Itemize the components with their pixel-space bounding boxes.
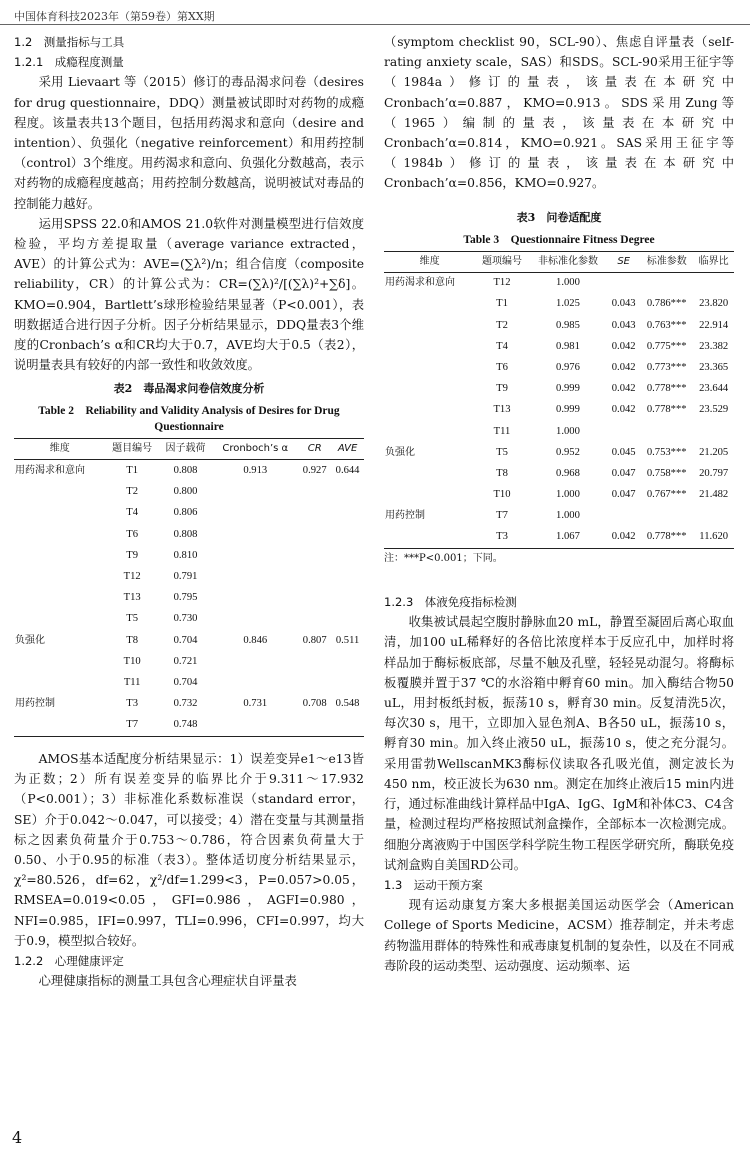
se-cell: 0.042 <box>611 404 636 416</box>
table3-header: 题项编号 <box>481 255 522 267</box>
paragraph-ddq-intro: 采用 Lievaart 等（2015）修订的毒品渴求问卷（desires for drug questionnaire，DDQ）测量被试即时对药物的成瘾程度。该量表共13个题目，包括用药渴求和意向（desire and intention）、负强化（negative reinforcement）和用药控制（control）3个维度。用药渴求和意向、负强化分数越高，表示对药物的成瘾程度越高；用药控制分数越高，说明被试对毒品的控制能力越好。 <box>14 75 364 211</box>
table2-body <box>14 460 364 736</box>
factor-loading-cell: 0.704 <box>173 634 198 646</box>
table3-note: 注：***P<0.001；下同。 <box>384 553 503 565</box>
table3-header: 标准参数 <box>646 255 687 267</box>
factor-loading-cell: 0.808 <box>173 465 198 477</box>
se-cell: 0.042 <box>611 531 636 543</box>
unstd-param-cell: 0.999 <box>556 383 580 395</box>
running-header: 中国体育科技2023年（第59卷）第XX期 <box>14 10 215 23</box>
std-param-cell: 0.773*** <box>646 361 687 373</box>
se-cell: 0.042 <box>611 340 636 352</box>
critical-ratio-cell: 20.797 <box>699 467 729 479</box>
se-cell: 0.047 <box>611 467 636 479</box>
item-id-cell: T4 <box>126 507 139 519</box>
se-cell <box>607 421 640 442</box>
paragraph-mental-health: 心理健康指标的测量工具包含心理症状自评量表 <box>38 974 297 989</box>
item-id-cell: T10 <box>493 489 511 501</box>
unstd-param-cell: 1.000 <box>556 510 580 522</box>
critical-ratio-cell: 21.205 <box>699 446 729 458</box>
heading-1-2: 1.2 测量指标与工具 <box>14 35 125 49</box>
table2-title-cn: 表2 毒品渴求问卷信效度分析 <box>113 382 265 396</box>
critical-ratio-cell: 23.644 <box>699 383 729 395</box>
item-id-cell: T5 <box>126 613 139 625</box>
unstd-param-cell: 1.025 <box>556 298 580 310</box>
table-row <box>384 272 734 294</box>
factor-loading-cell: 0.795 <box>173 592 198 604</box>
item-id-cell: T13 <box>493 404 511 416</box>
item-id-cell: T13 <box>123 592 141 604</box>
critical-ratio-cell: 22.914 <box>699 319 729 331</box>
paragraph-scales: （symptom checklist 90，SCL-90）、焦虑自评量表（self-rating anxiety scale，SAS）和SDS。SCL-90采用王征宇等（1984a）修订的量表，该量表在本研究中Cronbach’α=0.887，KMO=0.913。SDS采用Zung等（1965）编制的量表，该量表在本研究中Cronbach’α=0.814，KMO=0.921。SAS采用王征宇等（1984b）修订的量表，该量表在本研究中Cronbach’α=0.856，KMO=0.927。 <box>384 35 734 191</box>
cr-cell: 0.807 <box>302 634 327 646</box>
table-row <box>14 588 364 609</box>
dimension-cell: 用药控制 <box>385 510 425 522</box>
cr-cell: 0.927 <box>302 465 327 477</box>
factor-loading-cell: 0.791 <box>173 570 198 582</box>
unstd-param-cell: 1.067 <box>556 531 580 543</box>
table3-header: 非标准化参数 <box>537 255 598 267</box>
se-cell: 0.042 <box>611 361 636 373</box>
critical-ratio-cell: 23.382 <box>699 340 729 352</box>
item-id-cell: T1 <box>126 465 139 477</box>
table2-header: 题目编号 <box>112 443 153 455</box>
paragraph-exercise-plan: 现有运动康复方案大多根据美国运动医学会（American College of Sports Medicine，ACSM）推荐制定，并未考虑药物滥用群体的特殊性和戒毒康复机制的复杂性，以及在不同戒毒阶段的运动类型、运动强度、运动频率、运 <box>384 898 734 973</box>
item-id-cell: T8 <box>496 467 508 479</box>
factor-loading-cell: 0.806 <box>173 507 198 519</box>
critical-ratio-cell: 23.820 <box>699 298 729 310</box>
table2-header: 维度 <box>49 443 70 455</box>
factor-loading-cell: 0.810 <box>173 549 198 561</box>
item-id-cell: T2 <box>496 319 508 331</box>
critical-ratio-cell <box>693 421 734 442</box>
table3-body <box>384 272 734 548</box>
item-id-cell: T9 <box>126 549 139 561</box>
std-param-cell <box>640 272 693 294</box>
item-id-cell: T1 <box>496 298 508 310</box>
factor-loading-cell: 0.721 <box>173 655 198 667</box>
std-param-cell: 0.763*** <box>646 319 687 331</box>
std-param-cell: 0.753*** <box>646 446 687 458</box>
table-row <box>14 694 364 715</box>
std-param-cell: 0.758*** <box>646 467 687 479</box>
std-param-cell <box>640 506 693 527</box>
table2-header: Cronboch’s α <box>222 443 289 455</box>
dimension-cell: 负强化 <box>15 634 45 646</box>
table2-header: 因子载荷 <box>165 443 206 455</box>
table2-title-en: Table 2 Reliability and Validity Analysis of Desires for Drug Questionnaire <box>38 405 340 434</box>
header-rule <box>0 24 750 25</box>
dimension-cell: 用药控制 <box>15 698 55 710</box>
ave-cell: 0.511 <box>335 634 360 646</box>
dimension-cell: 用药渴求和意向 <box>15 465 85 477</box>
unstd-param-cell: 0.968 <box>556 467 580 479</box>
heading-1-2-1: 1.2.1 成瘾程度测量 <box>14 55 124 70</box>
ave-cell: 0.644 <box>335 465 360 477</box>
item-id-cell: T6 <box>126 528 139 540</box>
table3 <box>384 251 734 549</box>
unstd-param-cell: 0.999 <box>556 404 580 416</box>
table2-header: AVE <box>337 443 358 455</box>
heading-1-3: 1.3 运动干预方案 <box>384 877 483 892</box>
alpha-cell: 0.846 <box>243 634 268 646</box>
item-id-cell: T3 <box>496 531 508 543</box>
unstd-param-cell: 0.976 <box>556 361 580 373</box>
item-id-cell: T12 <box>493 277 511 289</box>
table3-header: SE <box>617 255 630 267</box>
table3-header: 维度 <box>419 255 440 267</box>
alpha-cell: 0.731 <box>243 698 268 710</box>
table-row <box>384 506 734 527</box>
se-cell: 0.047 <box>611 489 636 501</box>
item-id-cell: T10 <box>123 655 141 667</box>
unstd-param-cell: 1.000 <box>556 425 580 437</box>
item-id-cell: T7 <box>126 719 139 731</box>
table3-title-en: Table 3 Questionnaire Fitness Degree <box>463 233 655 246</box>
item-id-cell: T3 <box>126 698 139 710</box>
cr-cell: 0.708 <box>302 698 327 710</box>
table2-header: CR <box>307 443 322 455</box>
critical-ratio-cell <box>693 506 734 527</box>
factor-loading-cell: 0.808 <box>173 528 198 540</box>
se-cell: 0.042 <box>611 383 636 395</box>
se-cell: 0.043 <box>611 298 636 310</box>
table-row <box>14 460 364 482</box>
paragraph-amos-fit: AMOS基本适配度分析结果显示：1）误差变异e1～e13皆为正数；2）所有误差变异的临界比介于9.311～17.932（P<0.001）；3）非标准化系数标准误（standard error，SE）介于0.042～0.047，可以接受；4）潜在变量与其测量指标之因素负荷量介于0.753～0.786，符合因素负荷量大于0.50、小于0.95的标准（表3）。整体适切度分析结果显示，χ²=80.526，df=62，χ²/df=1.299<3，P=0.057>0.05，RMSEA=0.019<0.05，GFI=0.986，AGFI=0.980，NFI=0.985，IFI=0.997，TLI=0.996，CFI=0.997，均大于0.9，模型拟合较好。 <box>14 751 364 948</box>
page-number: 4 <box>12 1128 23 1147</box>
table3-header: 临界比 <box>698 255 729 267</box>
dimension-cell: 负强化 <box>385 446 415 458</box>
factor-loading-cell: 0.730 <box>173 613 198 625</box>
item-id-cell: T12 <box>123 570 141 582</box>
std-param-cell: 0.767*** <box>646 489 687 501</box>
ave-cell: 0.548 <box>335 698 360 710</box>
std-param-cell: 0.778*** <box>646 404 687 416</box>
heading-1-2-2: 1.2.2 心理健康评定 <box>14 953 124 968</box>
table2 <box>14 438 364 736</box>
unstd-param-cell: 0.952 <box>556 446 580 458</box>
alpha-cell: 0.913 <box>243 465 268 477</box>
unstd-param-cell: 1.000 <box>556 277 580 289</box>
item-id-cell: T8 <box>126 634 139 646</box>
se-cell: 0.045 <box>611 446 636 458</box>
unstd-param-cell: 1.000 <box>556 489 580 501</box>
critical-ratio-cell <box>693 272 734 294</box>
se-cell <box>607 506 640 527</box>
item-id-cell: T4 <box>496 340 508 352</box>
std-param-cell: 0.778*** <box>646 383 687 395</box>
critical-ratio-cell: 11.620 <box>699 531 729 543</box>
item-id-cell: T11 <box>123 676 141 688</box>
unstd-param-cell: 0.981 <box>556 340 580 352</box>
left-column <box>14 32 364 991</box>
item-id-cell: T9 <box>496 383 508 395</box>
unstd-param-cell: 0.985 <box>556 319 580 331</box>
std-param-cell <box>640 421 693 442</box>
factor-loading-cell: 0.800 <box>173 486 198 498</box>
item-id-cell: T7 <box>496 510 508 522</box>
table3-title-cn: 表3 问卷适配度 <box>516 210 602 224</box>
critical-ratio-cell: 21.482 <box>699 489 729 501</box>
factor-loading-cell: 0.732 <box>173 698 198 710</box>
paragraph-immune-assay: 收集被试晨起空腹肘静脉血20 mL，静置至凝固后离心取血清，加100 uL稀释好的各倍比浓度样本于反应孔中，加样时将样品加于酶标板底部，尽量不触及孔壁，轻轻晃动混匀。将酶标板覆膜并置于37 ℃的水浴箱中孵育60 min。加入酶结合物50 uL，用封板纸封板，振荡10 s，孵育30 min。反复清洗5次，每次30 s，甩干，立即加入显色剂A、B各50 uL，振荡10 s，孵育30 min。加入终止液50 uL，振荡10 s，使之充分混匀。采用雷勃WellscanMK3酶标仪读取各孔吸光值，测定波长为450 nm，校正波长为630 nm。测定在加终止液后15 min内进行，通过标准曲线计算样品中IgA、IgG、IgM和补体C3、C4含量，检测过程均严格按照试剂盒操作，全部标本一次检测完成。细胞分离液购于中国医学科学院生物工程医学研究所，酶联免疫试剂盒购自美国RD公司。 <box>384 615 734 872</box>
item-id-cell: T11 <box>493 425 511 437</box>
heading-1-2-3: 1.2.3 体液免疫指标检测 <box>384 595 517 610</box>
std-param-cell: 0.786*** <box>646 298 687 310</box>
factor-loading-cell: 0.704 <box>173 676 198 688</box>
std-param-cell: 0.778*** <box>646 531 687 543</box>
item-id-cell: T5 <box>496 446 508 458</box>
se-cell: 0.043 <box>611 319 636 331</box>
se-cell <box>607 272 640 294</box>
table-row <box>384 400 734 421</box>
factor-loading-cell: 0.748 <box>173 719 198 731</box>
item-id-cell: T6 <box>496 361 508 373</box>
critical-ratio-cell: 23.529 <box>699 404 729 416</box>
paragraph-reliability: 运用SPSS 22.0和AMOS 21.0软件对测量模型进行信效度检验，平均方差提取量（average variance extracted，AVE）的计算公式为：AVE=(∑λ²)/n；组合信度（composite reliability，CR）的计算公式为：CR=(∑λ)²/[(∑λ)²+∑δ]。KMO=0.904，Bartlett’s球形检验结果显著（P<0.001），表明数据适合进行因子分析。因子分析结果显示，DDQ量表3个维度的Cronbach’s α和CR均大于0.7，AVE均大于0.5（表2），说明量表具有较好的内部一致性和收敛效度。 <box>14 216 364 373</box>
item-id-cell: T2 <box>126 486 139 498</box>
std-param-cell: 0.775*** <box>646 340 687 352</box>
right-column <box>384 32 734 976</box>
dimension-cell: 用药渴求和意向 <box>385 277 455 289</box>
critical-ratio-cell: 23.365 <box>699 361 729 373</box>
